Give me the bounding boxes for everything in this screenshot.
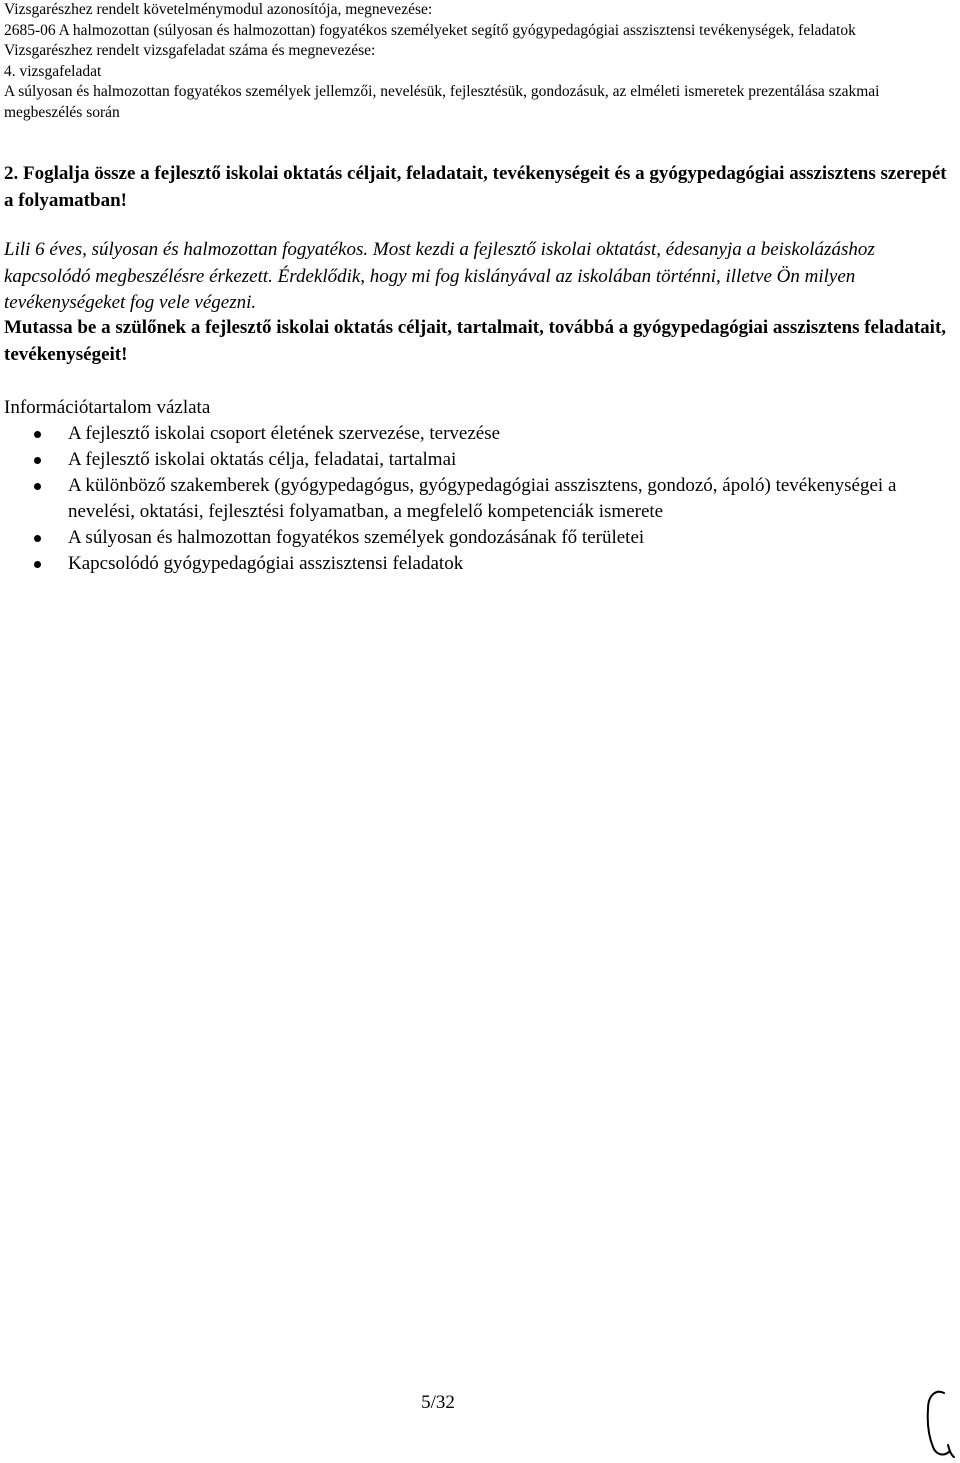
list-item-text: A súlyosan és halmozottan fogyatékos személyek gondozásának fő területei <box>68 527 645 548</box>
list-item <box>4 421 956 447</box>
question-title: 2. Foglalja össze a fejlesztő iskolai oktatás céljait, feladatait, tevékenységeit és a gyógypedagógiai asszisztens szerepét a folyamatban! <box>4 163 947 211</box>
bullet-icon <box>34 483 41 490</box>
signature-icon <box>918 1385 958 1461</box>
bullet-icon <box>34 457 41 464</box>
task-name: A súlyosan és halmozottan fogyatékos személyek jellemzői, nevelésük, fejlesztésük, gondozásuk, az elméleti ismeretek prezentálása szakmai megbeszélés során <box>4 83 880 121</box>
content-outline <box>4 395 956 577</box>
list-item <box>4 551 956 577</box>
bullet-icon <box>34 535 41 542</box>
module-name: 2685-06 A halmozottan (súlyosan és halmozottan) fogyatékos személyeket segítő gyógypedagógiai asszisztensi tevékenységek, feladatok <box>4 21 856 39</box>
task-number: 4. vizsgafeladat <box>4 62 102 80</box>
list-item <box>4 525 956 551</box>
document-page <box>4 0 956 1413</box>
list-item-text: A fejlesztő iskolai csoport életének szervezése, tervezése <box>68 423 501 444</box>
page-number: 5/32 <box>421 1392 455 1413</box>
list-item-text: A különböző szakemberek (gyógypedagógus, gyógypedagógiai asszisztens, gondozó, ápoló) tevékenységei a nevelési, oktatási, fejlesztési folyamatban, a megfelelő kompetenciák ismerete <box>68 475 897 522</box>
task-number-label: Vizsgarészhez rendelt vizsgafeladat száma és megnevezése: <box>4 42 376 59</box>
list-item-text: A fejlesztő iskolai oktatás célja, feladatai, tartalmai <box>68 449 457 470</box>
instruction-text: Mutassa be a szülőnek a fejlesztő iskolai oktatás céljait, tartalmait, továbbá a gyógypedagógiai asszisztens feladatait, tevékenységeit! <box>4 317 947 365</box>
list-item <box>4 473 956 525</box>
list-item-text: Kapcsolódó gyógypedagógiai asszisztensi feladatok <box>68 553 464 574</box>
outline-list <box>4 421 956 577</box>
outline-title: Információtartalom vázlata <box>4 397 211 418</box>
list-item <box>4 447 956 473</box>
bullet-icon <box>34 431 41 438</box>
module-label: Vizsgarészhez rendelt követelménymodul azonosítója, megnevezése: <box>4 1 433 18</box>
exam-header <box>4 0 956 123</box>
scenario-text: Lili 6 éves, súlyosan és halmozottan fogyatékos. Most kezdi a fejlesztő iskolai oktatást, édesanyja a beiskolázáshoz kapcsolódó megbeszélésre érkezett. Érdeklődik, hogy mi fog kislányával az iskolában történni, illetve Ön milyen tevékenységeket fog vele végezni. <box>4 239 875 313</box>
bullet-icon <box>34 561 41 568</box>
